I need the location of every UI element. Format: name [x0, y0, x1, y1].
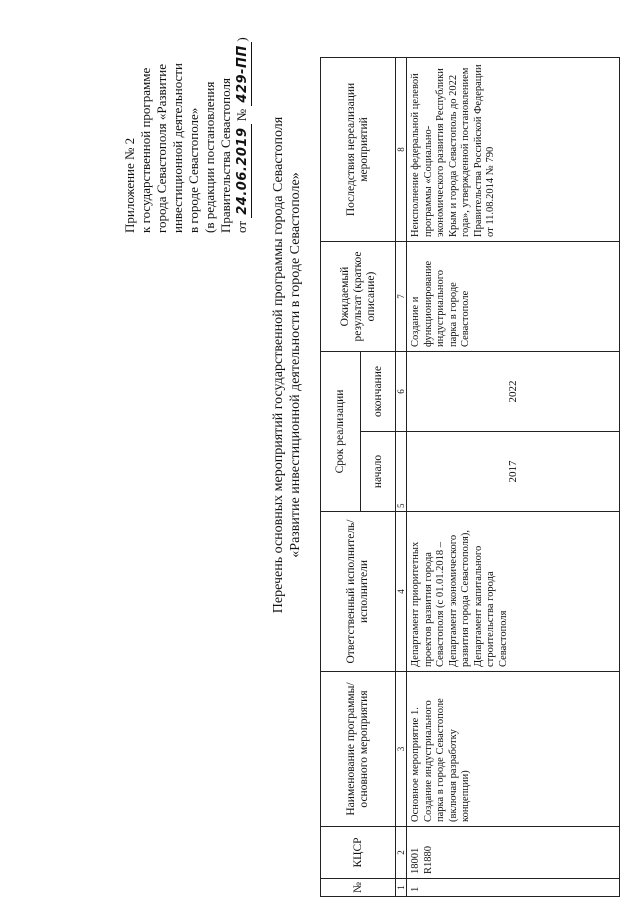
column-number: 4	[396, 511, 407, 671]
appendix-line: города Севастополя «Развитие	[154, 63, 169, 233]
appendix-line: (в редакции постановления	[202, 81, 217, 233]
appendix-line: инвестиционной деятельности	[170, 63, 185, 233]
number-prefix: №	[234, 108, 249, 122]
appendix-line: Приложение № 2	[122, 137, 137, 233]
column-number: 3	[396, 671, 407, 826]
cell-executor: Департамент приоритетных проектов развития города Севастополя (с 01.01.2018 – Департамент экономического развития города Севастополя), Департамент капитального строительства города Севастополя	[407, 511, 619, 671]
appendix-line: в городе Севастополе»	[186, 107, 201, 233]
appendix-line: к государственной программе	[138, 67, 153, 233]
handwritten-number: 429-ПП	[235, 42, 252, 106]
header-term: Срок реализации	[321, 351, 361, 511]
date-prefix: от	[234, 220, 249, 233]
cell-kcsr: 18001 R1880	[407, 826, 619, 878]
cell-end: 2022	[407, 351, 619, 431]
appendix-header	[122, 8, 252, 233]
column-number: 2	[396, 826, 407, 878]
appendix-line: Правительства Севастополя	[218, 78, 233, 233]
column-number: 5	[396, 431, 407, 511]
cell-result: Создание и функционирование индустриального парка в городе Севастополе	[407, 241, 619, 351]
header-no: №	[321, 878, 396, 896]
measures-table	[320, 57, 620, 897]
column-number: 7	[396, 241, 407, 351]
header-name: Наименование программы/ основного мероприятия	[321, 671, 396, 826]
header-executor: Ответственный исполнитель/ исполнители	[321, 511, 396, 671]
title-line: «Развитие инвестиционной деятельности в городе Севастополе»	[288, 172, 303, 558]
header-kcsr: КЦСР	[321, 826, 396, 878]
title-line: Перечень основных мероприятий государственной программы города Севастополя	[271, 116, 286, 614]
cell-consequences: Неисполнение федеральной целевой программы «Социально-экономического развития Республики Крым и города Севастополь до 2022 года», утвержденной постановлением Правительства Российской Федерации от 11.08.2014 № 790	[410, 64, 496, 237]
column-number: 1	[396, 878, 407, 896]
document-title	[270, 55, 304, 675]
cell-name: Основное мероприятие 1. Создание индустриального парка в городе Севастополе (включая разработку концепции)	[407, 671, 619, 826]
column-number: 6	[396, 351, 407, 431]
header-end: окончание	[361, 351, 396, 431]
cell-no: 1	[407, 878, 619, 896]
header-result: Ожидаемый результат (краткое описание)	[321, 241, 396, 351]
header-consequences: Последствия нереализации мероприятий	[321, 58, 396, 241]
column-number: 8	[396, 58, 407, 241]
closing-paren: )	[234, 37, 249, 42]
header-start: начало	[361, 431, 396, 511]
handwritten-date: 24.06.2019	[235, 124, 252, 217]
cell-start: 2017	[407, 431, 619, 511]
appendix-date-line	[234, 8, 252, 233]
